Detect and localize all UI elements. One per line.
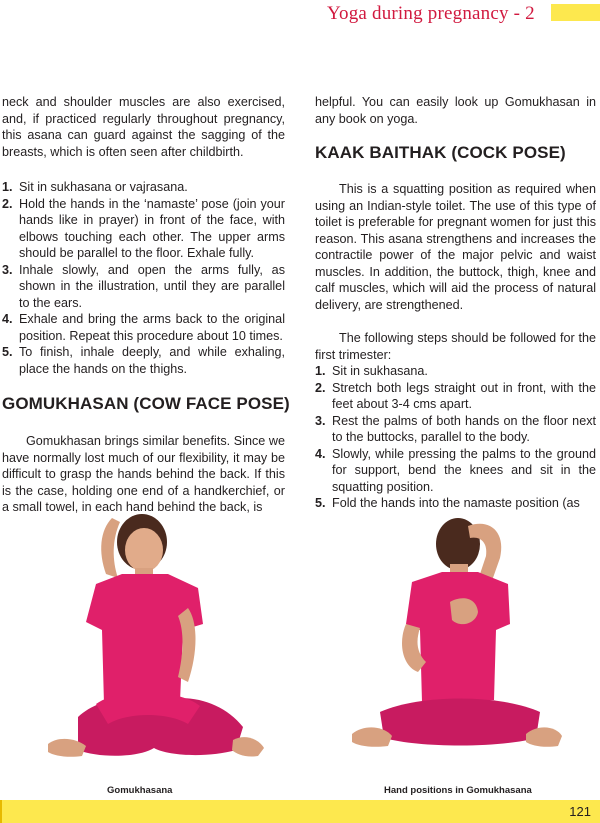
footer-edge-marker — [0, 800, 2, 823]
list-item — [315, 413, 596, 446]
header-title: Yoga during pregnancy - 2 — [327, 3, 535, 24]
gomukhasan-heading: GOMUKHASAN (COW FACE POSE) — [2, 394, 290, 413]
left-intro-paragraph: neck and shoulder muscles are also exercised, and, if practiced regularly throughout pregnancy, this asana can guard against the sagging of the breasts, which is often seen after childbirth. — [2, 95, 285, 159]
step-text: Sit in sukhasana. — [332, 364, 428, 378]
steps-intro-paragraph: The following steps should be followed for the first trimester: — [315, 331, 596, 362]
list-item — [315, 446, 596, 496]
step-number: 4. — [315, 446, 326, 461]
list-item — [2, 196, 285, 262]
step-number: 5. — [315, 496, 326, 510]
right-intro-paragraph: helpful. You can easily look up Gomukhasan in any book on yoga. — [315, 95, 596, 126]
footer-bar — [0, 800, 600, 823]
list-item — [315, 495, 596, 512]
page-number: 121 — [569, 804, 591, 819]
step-text: Inhale slowly, and open the arms fully, as shown in the illustration, until they are parallel to the ears. — [19, 262, 285, 310]
step-text: To finish, inhale deeply, and while exhaling, place the hands on the thighs. — [19, 345, 285, 376]
step-number: 3. — [2, 262, 13, 277]
list-item — [2, 344, 285, 377]
right-steps-list — [315, 363, 596, 512]
step-number: 4. — [2, 312, 13, 326]
left-steps-list — [2, 179, 285, 377]
list-item — [315, 380, 596, 413]
step-text: Sit in sukhasana or vajrasana. — [19, 180, 188, 194]
hand-positions-photo — [350, 512, 565, 752]
kaak-baithak-paragraph: This is a squatting position as required when using an Indian-style toilet. The use of this type of toilet is preferable for pregnant women for just this reason. This asana strengthens and increases the contractile power of the major pelvic and waist muscles. In addition, the buttock, thigh, knee and calf muscles, which will aid the process of natural delivery, are strengthened. — [315, 182, 596, 312]
step-number: 2. — [315, 380, 326, 395]
step-text: Fold the hands into the namaste position (as — [332, 496, 580, 510]
list-item — [2, 311, 285, 344]
step-text: Slowly, while pressing the palms to the ground for support, bend the knees and sit in the squatting position. — [332, 446, 596, 494]
gomukhasana-photo — [38, 512, 268, 774]
right-column — [315, 94, 596, 512]
step-text: Exhale and bring the arms back to the original position. Repeat this procedure about 10 times. — [19, 312, 285, 343]
step-number: 1. — [2, 180, 13, 194]
gomukhasan-paragraph: Gomukhasan brings similar benefits. Since we have normally lost much of our flexibility, it may be difficult to grasp the hands behind the back. If this is the case, holding one end of a handkerchief, or a small towel, in each hand behind the back, is — [2, 434, 285, 514]
list-item — [2, 179, 285, 196]
list-item — [315, 363, 596, 380]
left-column — [2, 94, 290, 516]
kaak-baithak-heading: KAAK BAITHAK (COCK POSE) — [315, 143, 566, 162]
step-text: Stretch both legs straight out in front, with the feet about 3-4 cms apart. — [332, 380, 596, 411]
step-text: Rest the palms of both hands on the floor next to the buttocks, parallel to the body. — [332, 413, 596, 444]
header-accent-bar — [551, 4, 600, 21]
figure-caption: Hand positions in Gomukhasana — [384, 785, 532, 796]
step-number: 3. — [315, 413, 326, 428]
list-item — [2, 262, 285, 312]
step-text: Hold the hands in the ‘namaste’ pose (join your hands like in prayer) in front of the face, with elbows touching each other. The upper arms should be parallel to the floor. Exhale fully. — [19, 196, 285, 260]
step-number: 1. — [315, 364, 326, 378]
figure-caption: Gomukhasana — [107, 785, 173, 796]
step-number: 5. — [2, 345, 13, 359]
step-number: 2. — [2, 196, 13, 211]
